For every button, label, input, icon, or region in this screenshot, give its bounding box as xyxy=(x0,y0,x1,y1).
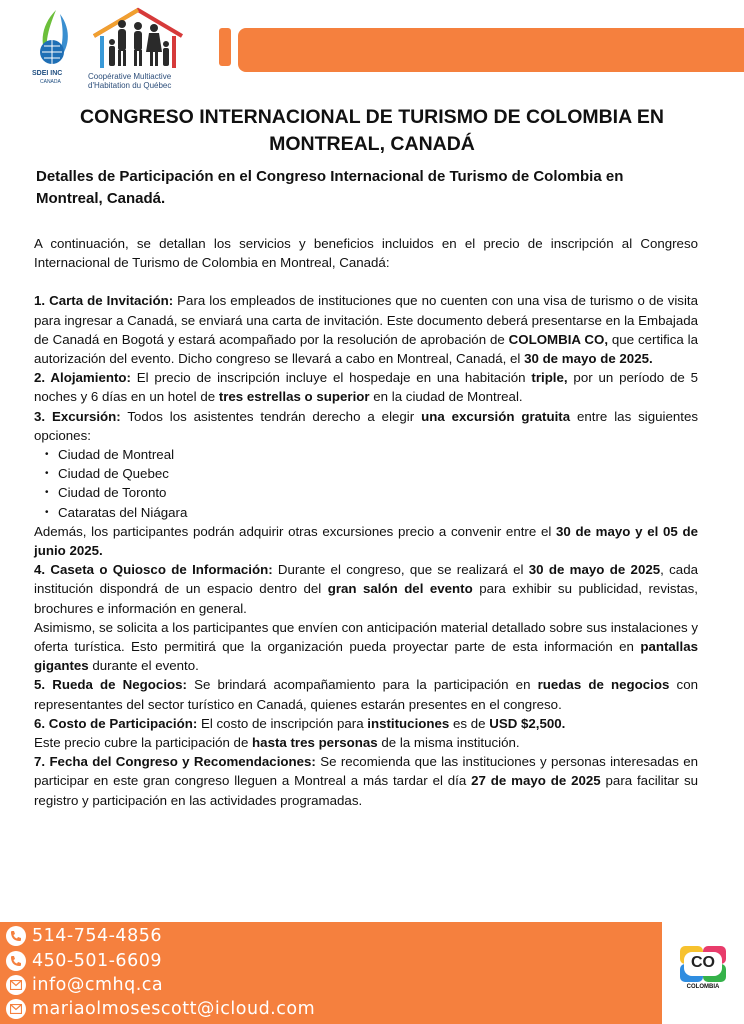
booth-extra: Asimismo, se solicita a los participantes que envíen con anticipación material detallado sobre sus instalaciones y oferta turística. Esto permitirá que la organización pueda proyectar parte de esta información en pantallas gigantes durante el evento. xyxy=(34,619,698,674)
email-address: info@cmhq.ca xyxy=(32,975,164,995)
list-item: • Ciudad de Montreal xyxy=(58,445,698,464)
section-cost: 6. Costo de Participación: El costo de inscripción para instituciones es de USD $2,500. xyxy=(34,715,566,731)
header-accent-small xyxy=(219,28,231,66)
phone-number: 514-754-4856 xyxy=(32,926,162,946)
document-body xyxy=(34,234,698,810)
section-lodging: 2. Alojamiento: El precio de inscripción incluye el hospedaje en una habitación triple, por un período de 5 noches y 6 días en un hotel de tres estrellas o superior en la ciudad de Montreal. xyxy=(34,370,699,405)
sdei-logo xyxy=(30,8,78,88)
mail-icon xyxy=(6,999,26,1019)
contact-phone-1[interactable] xyxy=(6,926,162,946)
section-excursion: 3. Excursión: Todos los asistentes tendrán derecho a elegir una excursión gratuita entre las siguientes opciones: xyxy=(34,408,698,443)
contact-footer xyxy=(0,922,662,1024)
section-booth: 4. Caseta o Quiosco de Información: Durante el congreso, que se realizará el 30 de mayo de 2025, cada institución dispondrá de un espacio dentro del gran salón del evento para exhibir su publicidad, revistas, brochures e información en general. xyxy=(34,562,699,616)
intro-paragraph: A continuación, se detallan los servicios y beneficios incluidos en el precio de inscripción al Congreso Internacional de Turismo de Colombia en Montreal, Canadá: xyxy=(34,236,698,271)
co-word: COLOMBIA xyxy=(686,984,720,990)
phone-icon xyxy=(6,951,26,971)
cooperative-logo xyxy=(88,6,188,92)
phone-number: 450-501-6609 xyxy=(32,951,162,971)
excursion-extra: Además, los participantes podrán adquirir otras excursiones precio a convenir entre el 30 de mayo y el 05 de junio 2025. xyxy=(34,523,698,559)
contact-phone-2[interactable] xyxy=(6,951,162,971)
document-title: CONGRESO INTERNACIONAL DE TURISMO DE COLOMBIA EN MONTREAL, CANADÁ xyxy=(80,106,664,155)
mail-icon xyxy=(6,975,26,995)
contact-email-2[interactable] xyxy=(6,999,315,1019)
sdei-subtext: CANADA xyxy=(40,79,61,85)
document-subtitle: Detalles de Participación en el Congreso Internacional de Turismo de Colombia en Montreal, Canadá. xyxy=(36,168,624,207)
list-item: • Ciudad de Toronto xyxy=(58,483,698,502)
list-item: • Ciudad de Quebec xyxy=(58,464,698,483)
sdei-text: SDEI INC xyxy=(32,70,63,77)
cost-extra: Este precio cubre la participación de hasta tres personas de la misma institución. xyxy=(34,735,520,751)
excursion-options-list xyxy=(34,445,698,522)
section-business: 5. Rueda de Negocios: Se brindará acompañamiento para la participación en ruedas de negocios con representantes del sector turístico en Canadá, quienes estarán presentes en el congreso. xyxy=(34,677,698,712)
list-item: • Cataratas del Niágara xyxy=(58,503,698,522)
cooperative-caption: Coopérative Multiactive d'Habitation du Québec xyxy=(88,72,172,90)
co-mark: CO xyxy=(691,954,715,971)
header-accent-bar xyxy=(238,28,744,72)
email-address: mariaolmosescott@icloud.com xyxy=(32,999,316,1019)
section-dates: 7. Fecha del Congreso y Recomendaciones: Se recomienda que las instituciones y personas interesadas en participar en este gran congreso lleguen a Montreal a más tardar el día 27 de mayo de 2025 para facilitar su registro y participación en las actividades programadas. xyxy=(34,754,699,808)
phone-icon xyxy=(6,926,26,946)
section-invitation: 1. Carta de Invitación: Para los empleados de instituciones que no cuenten con una visa de turismo o de visita para ingresar a Canadá, se enviará una carta de invitación. Este documento deberá presentarse en la Embajada de Canadá en Bogotá y estará acompañado por la resolución de aprobación de COLOMBIA CO, que certifica la autorización del evento. Dicho congreso se llevará a cabo en Montreal, Canadá, el 30 de mayo de 2025. xyxy=(34,293,698,367)
contact-email-1[interactable] xyxy=(6,975,163,995)
